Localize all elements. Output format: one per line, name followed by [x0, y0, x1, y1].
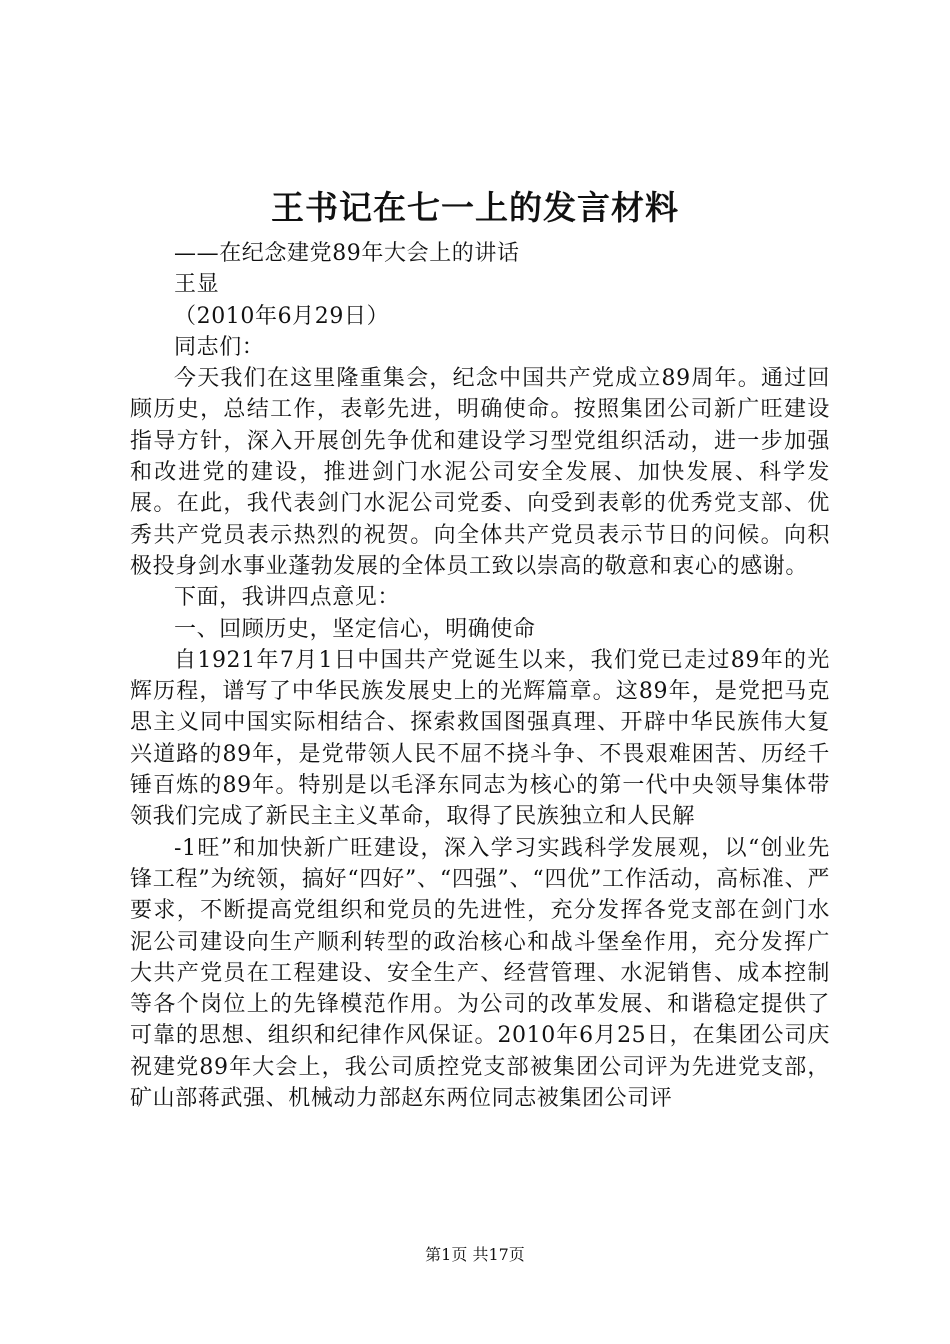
subtitle-paragraph: ——在纪念建党89年大会上的讲话 [174, 241, 520, 266]
section-heading: 一、回顾历史，坚定信心，明确使命 [174, 616, 536, 642]
page-footer: 第1页 共17页 [425, 1245, 525, 1264]
body-paragraph: 自1921年7月1日中国共产党诞生以来，我们党已走过89年的光辉历程，谱写了中华民族发展史上的光辉篇章。这89年，是党把马克思主义同中国实际相结合、探索救国图强真理、开辟中华民族伟大复兴道路的89年，是党带领人民不屈不挠斗争、不畏艰难困苦、历经千锤百炼的89年。特别是以毛泽东同志为核心的第一代中央领导集体带领我们完成了新民主主义革命，取得了民族独立和人民解 [130, 647, 830, 830]
body-paragraph: 下面，我讲四点意见： [174, 585, 401, 611]
author-paragraph: 王显 [174, 272, 220, 298]
document-title: 王书记在七一上的发言材料 [271, 188, 679, 227]
document-body [130, 238, 830, 1114]
date-paragraph: （2010年6月29日） [174, 303, 390, 329]
body-paragraph: 今天我们在这里隆重集会，纪念中国共产党成立89周年。通过回顾历史，总结工作，表彰先进，明确使命。按照集团公司新广旺建设指导方针，深入开展创先争优和建设学习型党组织活动，进一步加强和改进党的建设，推进剑门水泥公司安全发展、加快发展、科学发展。在此，我代表剑门水泥公司党委、向受到表彰的优秀党支部、优秀共产党员表示热烈的祝贺。向全体共产党员表示节日的问候。向积极投身剑水事业蓬勃发展的全体员工致以崇高的敬意和衷心的感谢。 [130, 366, 830, 579]
body-paragraph: -1旺”和加快新广旺建设，深入学习实践科学发展观，以“创业先锋工程”为统领，搞好“四好”、“四强”、“四优”工作活动，高标准、严要求，不断提高党组织和党员的先进性，充分发挥各党支部在剑门水泥公司建设向生产顺利转型的政治核心和战斗堡垒作用，充分发挥广大共产党员在工程建设、安全生产、经营管理、水泥销售、成本控制等各个岗位上的先锋模范作用。为公司的改革发展、和谐稳定提供了可靠的思想、组织和纪律作风保证。2010年6月25日，在集团公司庆祝建党89年大会上，我公司质控党支部被集团公司评为先进党支部，矿山部蒋武强、机械动力部赵东两位同志被集团公司评 [130, 835, 830, 1112]
salutation-paragraph: 同志们： [174, 334, 265, 360]
